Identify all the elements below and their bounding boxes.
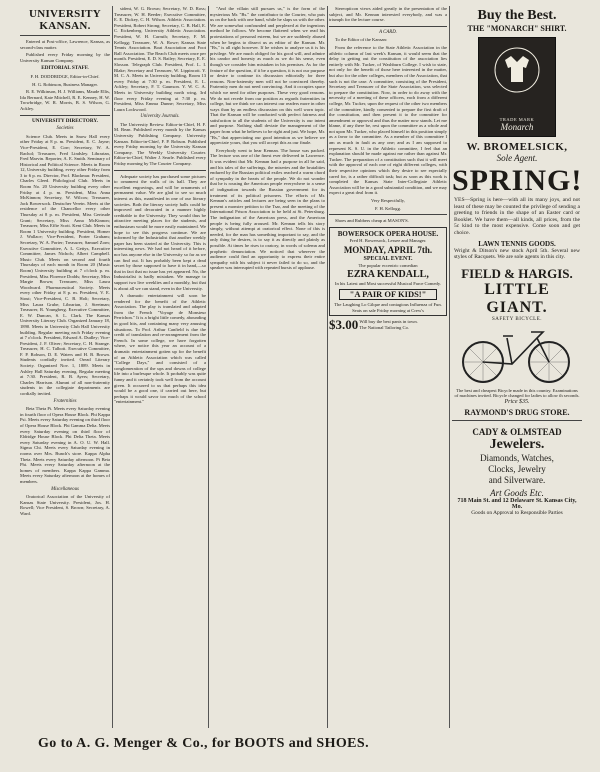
advertisements-column [452,6,582,731]
logo-trademark: TRADE MARK [499,117,535,122]
bicycle-icon [457,324,577,386]
monarch-title: THE "MONARCH" SHIRT. [467,24,567,33]
reporters-list: R. E. Wilkinson, H. J. Williams, Maude Ellis, Ida Bernard, Kate Mitchell, R. E. Kenney, H. W. Trowbridge, W. R. Morris, B. S. Wilson, G. Ackley. [20,89,110,111]
journals-text: The University Review. Editor-in-Chief, H. F. M. Bean. Published every month by the Kansas University Publishing Company. University Kansan. Editor-in-Chief, F. P. Robson. Published every Friday morning by the University Kansan Company. The Weekly University Courier. Editor-in-Chief, Walter J. Searle. Published every Friday morning by The Courier Company. [114,121,206,167]
card-heading: A CARD. [379,29,397,35]
column-four [329,6,447,726]
column-three [210,6,325,726]
editor-line: F. H. DODDRIDGE, Editor-in-Chief. [30,73,100,79]
monday-date: MONDAY, APRIL 7th. [343,245,433,256]
editorial-kennan: Everybody went to hear Kennan. The house was packed. The lecture was one of the finest ever delivered in Lawrence. It was evident that Mr. Kennan had a purpose in all he said, and his tales of the sufferings, the miseries and the brutalities endured by the Russian political exiles reached a warm chord of sympathy in the hearts of the people. We do not wonder that he is rousing the American people everywhere to a sense of indignation towards the Russian government for its treatment of its political prisoners. The efforts of Mr. Kennan's articles and lectures are being seen in the plans to present a monster petition to the Tsar, and the meeting of the International Prison Association to be held at St. Petersburg. The indignation of the American press, and the American people is being fully aroused. Mr. Kennan tells his story simply, without attempt at oratorical effect. None of this is needed, for the man has something important to say, and the only thing he desires, is to say it as directly and plainly as possible. At times he rises to oratory, in words of solemn and prophetic denunciation. We noticed that wherever the audience could find an opportunity to express their entire sympathy with his subject it never failed to do so, and the speaker was interrupted with repeated bursts of applause. [210,147,325,271]
lawn-tennis-title: LAWN TENNIS GOODS. [478,239,556,248]
stereopticon-text: Stereopticon views aided greatly in the presentation of the subject, and Mr. Kennan interested everybody, and was a triumph for the lecture course. [329,6,447,23]
bicycle-text: The best and cheapest Bicycle made in this country. Examinations of machines invited. Bicycle changed for ladies to allow th seconds. [454,387,580,399]
little-giant: LITTLE GIANT. [484,280,550,316]
jewelers-line-2: Clocks, Jewelry [488,463,546,474]
column-masthead-directory [20,6,110,726]
jewelers-title: Jewelers. [489,436,545,452]
shirt-icon [479,38,555,108]
editorial-pictures: Adequate society has purchased some pictures to ornament the walls of its hall. They are excellent engravings, and will be ornaments of permanent value. We are glad to see so much interest as this, manifested in one of our literary societies. Both the literary society halls could be improved and decorated in a manner highly creditable to the University. They would thus be attractive meeting places for the students, and enthusiasm would be more easily maintained. We hope to see this progress continue. We are informed by the Industrialist that another weekly paper has been started at the University. This is interesting news. We had not heard of it before, nor has anyone else in the University so far as we can find out. It has probably been kept a dead secret by those supposed to have it in hand,—so that in fact that no issue has yet appeared. No, the Industrialist is badly mistaken. We manage to support two live weeklies and a monthly, but that is about all we can stand, even in the University. [114,173,206,291]
bromelsick-name: W. BROMELSICK, [466,141,568,153]
popular-line: The popular eccentric comedian [358,263,418,269]
societies-text: Science Club. Meets in Snow Hall every other Friday at 8 p. m. President, E. C. Jayne; Vice-President, E. Corr; Secretary, W. A. Rachol; Treasurer, Fred Lindsley. Librarian, Fred Marvin. Reporter, A. E. Smith. Seminary of Historical and Political Science. Meets in Room 12, University building, every other Friday from 3 to 6 p. m. Director, Prof. Blackmar. President, Charles Gleed. Philological Club. Meets in Room No. 20 University building every other Friday at 4 p. m. President, Miss Anna McKinnon; Secretary, W. Wilcox; Treasurer, Jack Bowersock. Deutscher Verein. Meets at the residence of the Chancellor every other Thursday at 8 p. m. President, Miss Gertrude Grant; Secretary, Miss Anna McKinnon; Treasurer, Miss Effie Scott. Kent Club. Meets in Room 1 University building. President, Homer J. Wallace; Vice-President, Porter Graham; Secretary, W. A. Porter; Treasurer, Samuel Zorn; Executive Committee, A. L. Gettys, Executive Committee, James Nichols; Albert Campbell. Music Club. Meets on second and fourth Thursdays of each month in Room 20 (Music Room) University building at 7 o'clock p. m. President, Miss Florence Dodds; Secretary, Miss Margie Brown; Treasurer, Miss Laura Woodward. Pharmaceutical Society. Meets every other Friday at 8 p. m. President, V. E. Stout; Vice-President, C. B. Holt; Secretary, Miss Laura Grube, Librarian, J. Steetman; Treasurer, R. Youngberg. Executive Committee, E. W. Duncan, S. L. Clark. The Kansas University Literary Club. Organized January 18, 1890. Meets in University Club Hall University building. Regular meeting each Friday evening at 7 o'clock. President, Edward A. Dudley; Vice-President, J. F. Oliver; Secretary, C. H. Strange. Treasurer, H. C. Talbott. Executive Committee, F. P. Robson, D. E. Waters and H. B. Brown. Students cordially invited. Oread Literary Society. Organized Nov. 1, 1889. Meets in Ashley Hall Saturday evening. Regular meeting at 7:30. President, R. B. Ayers; Secretary, Charles Harrison. Alumni of all non-fraternity students in the collegiate departments are cordially invited. [20,133,110,397]
editorial-dramatic: A dramatic entertainment will soon be rendered for the benefit of the Athletic Association. The play is translated and adapted from the French "Voyage de Monsieur Perrichon." It is a bright little comedy, abounding in good hits, and containing many very amusing situations. To Prof. Arthur Canfield is due the credit of translation and re-arrangement from the French. In some college, we have forgotten where, we notice this year an account of a dramatic entertainment gotten up for the benefit of an Athletic Association which was called "College Days," and consisted of a conglomeration of the ups and downs of college life into a burlesque whole. It probably was quite funny and it certainly took well from the account given. It occurred to us that perhaps this idea would be a good one, if carried out here, but perhaps it would savor too much of the school "entertainment." [114,293,206,405]
misc-heading: Miscellaneous [51,486,79,492]
approval-text: Goods on Approval to Responsible Parties [471,509,563,516]
card-to: To the Editor of the Kansan: [335,37,388,43]
column-rule [449,6,450,728]
opera-ad [329,227,447,317]
entered-text: Entered at Post-office, Lawrence, Kansas, as second-class matter. [20,39,110,50]
divider [452,420,582,421]
directory-continued: sident, W. G. Brown; Secretary, W. D. Ross; Treasurer, W. H. Beeder; Executive Committee, E. E. Dickey, C. H. Wilson. Athletic Association. President, Robert Strong; Secretary, C. B. Hall, E. C. Eickenberg. University Athletic Association. President, W. H. Carruth; Secretary, F. M. Kellogg; Treasurer, W. A. Rowe; Kansas State Tennis Association. Boat Association and Foot Ball Association. The Beach Club meets once per month. President, E. D. S. Bailey; Secretary, E. E. Slosson. Telegraph Club. President, Prof. L. I. Blake; Secretary and Treasurer, W. Lippincott. Y. M. C. A. Meets in University building, Room 13 every Friday at 7:30 p. m. President, E. L. Ackley; Secretary, F. T. Gaunson. Y. W. C. A. Meets in University building north wing, 3rd floor every Friday evening at 7:30 p. m. President, Miss Emma Dunne; Secretary, Miss Laura Lockwood. [114,6,206,112]
footer-banner: Go to A. G. Menger & Co., for BOOTS and SHOES. [38,736,369,751]
card-sign-2: F. H. Kellogg. [374,205,402,211]
misc-text: Oratorical Association of the University of Kansas State University. President, Jos. H. Rowell; Vice President, S. Brown; Secretary, A. Ward. [20,494,110,516]
divider [20,35,110,36]
art-goods: Art Goods Etc. [490,487,544,498]
staff-heading: EDITORIAL STAFF. [41,65,89,72]
column-two [114,6,206,726]
opera-title: BOWERSOCK OPERA HOUSE. [337,229,439,238]
divider [329,214,447,215]
societies-heading: Societies [56,126,74,132]
pants-ad [329,317,447,333]
fraternities-text: Beta Theta Pi. Meets every Saturday evening in fourth floor of Opera House Block. Phi Kappa Psi. Meets every Saturday evening on third floor of Opera House Block. Phi Gamma Delta. Meets every Saturday evening on third floor of Eldridge House Block. Phi Delta Theta. Meets every Saturday evening in A. O. U. W. Hall. Sigma Chi. Meets every Saturday evening in rooms over Mrs. Bunch's store. Kappa Alpha Theta. Meets every Saturday afternoon. Pi Beta Phi. Meets every Saturday afternoon at the homes of members. Kappa Kappa Gamma. Meets every Saturday afternoon at the homes of members. [20,406,110,484]
divider [20,115,110,116]
monarch-logo [478,37,556,137]
opera-sub: Fred H. Bowersock, Lessee and Manager. [349,237,427,243]
divider [114,170,206,171]
kids-title: "A PAIR OF KIDS!" [339,289,437,301]
safety-bicycle: SAFETY BICYCLE. [491,316,543,322]
raymond-drug: RAYMOND'S DRUG STORE. [464,407,570,417]
seats-line: Seats on sale Friday morning at Crew's [352,307,424,313]
column-rule [327,6,328,728]
pants-text: Will buy the best pants in town. The National Tailoring Co. [359,319,418,330]
column-rule [112,6,113,728]
field-hargis: FIELD & HARGIS. [461,265,573,281]
kids-sub: The Laughing Lo Gilque and contagious Influenza of Fun. [334,302,442,308]
divider [329,26,447,27]
published-text: Published every Friday morning by the University Kansan Company. [20,52,110,63]
lawn-tennis-text: Wright & Ditson's new stock April 5th. Several new styles of Racquets. We are sole agents in this city. [454,247,580,261]
card-sign-1: Very Respectfully, [371,198,405,203]
manager-line: H. G. Robinson, Business Manager. [32,81,98,87]
column-rule [208,6,209,728]
logo-script: Monarch [500,122,534,132]
card-body: From the reference to the State Athletic Association in the athletic column of last week's Kansan, it would seem that the delay in getting out the constitution of the association lies entirely with Mr. Tucker, of Washburn College. I wish to state, not only for the benefit of those here interested in the matter, but also for the other colleges, members of the Association, that such is not the case. A committee, consisting of the President, Secretary and Treasurer of the State Association, was selected to prepare the constitution. Now, in order to do away with the necessity of a meeting of these officers, each from a different college, Mr. Tucker, upon the request of the other two members of the committee, kindly consented to prepare the first draft of the constitution, and then present it to the committee for amendment or approval and thus the matter now stands. Let me blame, if any there be, rest upon the committee as a whole and not upon Mr. Tucker, who placed himself in this position simply as a favor to the committee. As a member of this committee I am as much in fault as any one; and as I am supposed to represent K. S. U. in the Athletic committee, I feel that an explanation should be made against me rather than against Mr. Tucker. The preparation of a constitution such that it will meet with the approval of each one of eight different colleges, with their respective opinions which they desire to see especially cared for, is a rather difficult task; but as soon as this work is completed the Kansas State Inter-Collegiate Athletic Association will be in a good substantial condition, and we may expect a great deal from it. [329,44,447,196]
journals-heading: University Journals. [140,114,180,120]
directory-heading: UNIVERSITY DIRECTORY. [32,117,98,124]
sole-agent: Sole Agent. [496,153,538,163]
ezra-sub: In his Latest and Most successful Musical Farce Comedy. [335,280,441,286]
pants-price: $3.00 [329,317,359,333]
spring-text: YES—Spring is here—with all its many joys, and not least of these may be counted the privilege of sending a greeting to friends in the shape of an Easter card or Booklet. We have them—all kinds, all prices, from the 5c kind to the most expensive. Come soon and get choice. [454,197,580,236]
jewelers-line-3: and Silverware. [488,474,546,485]
spring-headline: SPRING! [452,164,582,197]
buy-best-title: Buy the Best. [477,8,557,23]
ezra-name: EZRA KENDALL, [347,268,429,280]
jewelers-line-1: Diamonds, Watches, [480,452,554,463]
shoes-ad: Shoes and Rubbers cheap at MASON'S. [335,218,409,224]
fraternities-heading: Fraternities [53,398,77,404]
special-event: SPECIAL EVENT. [363,256,413,263]
bicycle-price: Price $35. [504,398,530,405]
editorial-villain: "And the villain still pursues us," is the form of the mysterious Mr. "Bs." the contributor to the Courier, who puts us on the back with one hand, while he slaps us with the other. We are somewhat confounded and perplexed at the ingenious method he follows. We become flattered when we read his protestations of personal esteem, but we are suddenly abased when he begins to dissect us as editor of the Kansan. Mr. "Bs," is all right however. If he wishes to analyze us it is his privilege. We are much obliged for his good will, and admire his candor and honesty as much as we do his sense, even though we consider him mistaken in his premises. As for the feature of the question, if it be a question, it is not our purpose or desire to continue its discussion editorially for three reasons. Non-fraternity men will not be convinced thereby. Fraternity men do not need convincing. And it occupies space which we need for other purposes. These very good reasons. We do not recede from our position as regards fraternities in college, but we think we can interest our readers more in other ways than by an endless discussion on this well worn topic. That the Kansan will be conducted with perfect fairness and satisfaction to all the students of the University is our intent and purpose. Nothing shall deviate the management of the paper from what he believes to be right and just. We hope, Mr. "Bs," that appreciating our good intention as we believe we appreciate yours, that you will accept this as our finale. [210,6,325,146]
cady-olmstead: CADY & OLMSTEAD [472,426,562,437]
jewelers-address: 718 Main St. and 12 Delaware St. Kansas City, Mo. [457,497,577,510]
masthead-title: UNIVERSITY KANSAN. [28,8,102,32]
